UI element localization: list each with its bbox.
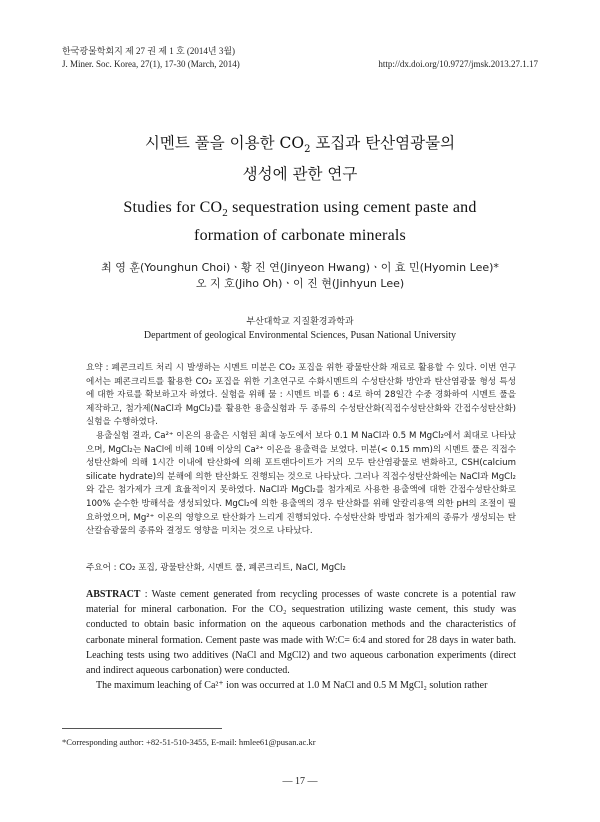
abstract-ko-p2: 용출실험 결과, Ca²⁺ 이온의 용출은 시험된 최대 농도에서 보다 0.1 M NaCl과 0.5 M MgCl₂에서 최대로 나타났으며, MgCl₂는 NaCl에 비해 10배 이상의 Ca²⁺ 이온을 용출력을 보였다. 미분(< 0.15 mm)의 시멘트 풀은 직접수성탄산화에 의해 1시간 이내에 탄산화에 의해 포트랜다이트가 거의 모두 탄산염광물로 변화하고, CSH(calcium silicate hydrate)의 분해에 의한 탄산화도 진행되는 것으로 나타났다. 그러나 직접수성탄산화에는 NaCl과 MgCl₂와 같은 첨가제가 크게 효율적이지 못하였다. NaCl과 MgCl₂를 첨가제로 사용한 용출액에 대한 간접수성탄산화로 100% 순수한 방해석을 생성되었다. MgCl₂에 의한 용출액의 경우 탄산화를 위해 알칼리용액 의한 pH의 조절이 필요하였으며, Mg²⁺ 이온의 영향으로 탄산화가 느리게 진행되었다. 수성탄산화 방법과 첨가제의 종류가 생성되는 탄산칼슘광물의 종류와 결정도 영향을 미치는 것으로 나타났다. — [86, 430, 516, 537]
journal-header-ko: 한국광물학회지 제 27 권 제 1 호 (2014년 3월) — [62, 46, 236, 56]
doi-link[interactable]: http://dx.doi.org/10.9727/jmsk.2013.27.1.17 — [378, 59, 538, 69]
abstract-ko — [86, 362, 516, 539]
authors-line2: 오 지 호(Jiho Oh)ㆍ이 진 현(Jinhyun Lee) — [195, 277, 405, 290]
page-number: ― 17 ― — [282, 776, 318, 787]
title-en — [0, 197, 600, 246]
title-en-line1: Studies for $CO_2$ sequestration using cement paste and — [123, 199, 477, 220]
title-ko — [0, 133, 600, 184]
affiliation — [0, 316, 600, 342]
journal-header-en: J. Miner. Soc. Korea, 27(1), 17-30 (March, 2014) — [62, 59, 240, 69]
abstract-en-p2: The maximum leaching of Ca²⁺ ion was occurred at 1.0 M NaCl and 0.5 M MgCl₂ solution rather — [96, 680, 488, 692]
affiliation-ko: 부산대학교 지질환경과학과 — [246, 317, 354, 327]
keywords-ko — [86, 562, 516, 576]
abstract-ko-p1: 요약 : 폐콘크리트 처리 시 발생하는 시멘트 미분은 CO₂ 포집을 위한 광물탄산화 재료로 활용할 수 있다. 이번 연구에서는 폐콘크리트를 활용한 CO₂ 포집을 위한 기초연구로 수화시멘트의 수성탄산화 방안과 탄산염광물 형성 특성에 대한 자료를 확보하고자 하였다. 실험을 위해 물 : 시멘트 비를 6 : 4로 하여 28일간 수중 경화하여 시멘트 풀을 제작하고, 첨가제(NaCl과 MgCl₂)를 활용한 용출실험과 두 종류의 수성탄산화(직접수성탄산화와 간접수성탄산화)실험을 수행하였다. — [86, 363, 516, 428]
title-ko-line1: 시멘트 풀을 이용한 $CO_2$ 포집과 탄산염광물의 — [144, 134, 456, 156]
footnote-corresponding-author: *Corresponding author: +82-51-510-3455, E-mail: hmlee61@pusan.ac.kr — [62, 737, 316, 747]
abstract-en-label: ABSTRACT — [86, 589, 141, 600]
authors-line1: 최 영 훈(Younghun Choi)ㆍ황 진 연(Jinyeon Hwang)ㆍ이 효 민(Hyomin Lee)* — [101, 261, 499, 274]
affiliation-en: Department of geological Environmental Sciences, Pusan National University — [143, 330, 457, 341]
keywords-text: CO₂ 포집, 광물탄산화, 시멘트 풀, 폐콘크리트, NaCl, MgCl₂ — [119, 563, 346, 573]
title-ko-line2: 생성에 관한 연구 — [242, 165, 358, 184]
title-en-line2: formation of carbonate minerals — [194, 227, 406, 245]
author-list — [0, 260, 600, 292]
abstract-ko-label: 요약 : — [86, 363, 112, 373]
keywords-label: 주요어 : — [86, 563, 120, 573]
abstract-en — [86, 587, 516, 693]
footnote-rule — [62, 728, 222, 729]
abstract-en-p1: ABSTRACT : Waste cement generated from recycling processes of waste concrete is a potential raw material for mineral carbonation. For the CO₂ sequestration utilizing waste cement, this study was conducted to obtain basic information on the aqueous carbonation methods and the characteristics of carbonate mineral formation. Cement paste was made with W:C= 6:4 and stored for 28 days in water bath. Leaching tests using two additives (NaCl and MgCl2) and two aqueous carbonation experiments (direct and indirect aqueous carbonation) were conducted. — [86, 589, 516, 677]
